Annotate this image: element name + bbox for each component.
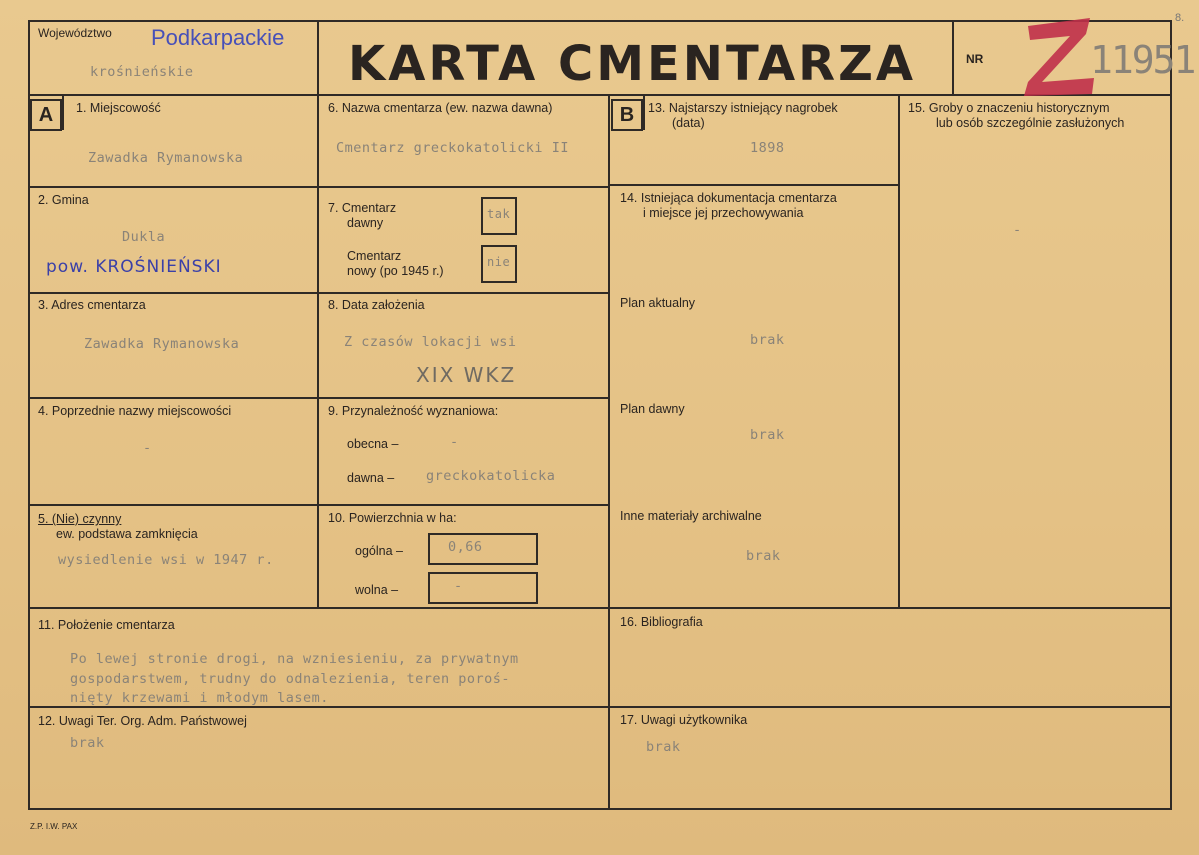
field-10-wolna-label: wolna – (355, 583, 399, 597)
wojewodztwo-typed: krośnieńskie (90, 64, 194, 80)
field-7-dawny-value: tak (487, 207, 511, 221)
field-9-dawna-label: dawna – (347, 471, 395, 485)
field-12-value: brak (70, 735, 105, 751)
field-4-value: - (143, 440, 152, 456)
field-11-value-3: nięty krzewami i młodym lasem. (70, 690, 329, 706)
row-mid-1 (318, 186, 608, 188)
col-divider-3 (898, 94, 900, 608)
corner-mark: 8. (1175, 12, 1185, 24)
field-10-ogolna-value: 0,66 (448, 539, 483, 555)
row-left-2 (28, 292, 318, 294)
plan-dawny-label: Plan dawny (620, 402, 685, 416)
field-2-label: 2. Gmina (38, 193, 89, 207)
plan-aktualny-label: Plan aktualny (620, 296, 696, 310)
field-1-value: Zawadka Rymanowska (88, 150, 244, 166)
section-b-badge: B (611, 99, 643, 131)
frame-right (1170, 20, 1172, 810)
plan-aktualny-value: brak (750, 332, 785, 348)
field-8-handwritten: XIX WKZ (416, 363, 517, 387)
header-divider-1 (317, 20, 319, 96)
field-6-label: 6. Nazwa cmentarza (ew. nazwa dawna) (328, 101, 553, 115)
plan-dawny-value: brak (750, 427, 785, 443)
nr-number: 11951 (1090, 38, 1195, 82)
header-bottom (28, 94, 1172, 96)
field-2-handwritten: pow. KROŚNIEŃSKI (46, 257, 222, 277)
field-13-label-1: 13. Najstarszy istniejący nagrobek (648, 101, 838, 115)
row-left-4 (28, 504, 318, 506)
nr-label: NR (966, 52, 984, 66)
row-mid-2 (318, 292, 608, 294)
field-9-obecna-label: obecna – (347, 437, 399, 451)
field-13-label-2: (data) (672, 116, 705, 130)
field-15-label-2: lub osób szczególnie zasłużonych (936, 116, 1125, 130)
field-10-label: 10. Powierzchnia w ha: (328, 511, 457, 525)
field-10-wolna-value: - (454, 578, 463, 594)
field-11-label: 11. Położenie cmentarza (38, 618, 175, 632)
row-b-1 (609, 184, 899, 186)
inne-materialy-label: Inne materiały archiwalne (620, 509, 762, 523)
row-bottom-2 (28, 706, 1172, 708)
field-3-value: Zawadka Rymanowska (84, 336, 240, 352)
col-divider-2 (608, 94, 610, 808)
field-17-value: brak (646, 739, 681, 755)
field-4-label: 4. Poprzednie nazwy miejscowości (38, 404, 232, 418)
col-divider-1 (317, 94, 319, 608)
wojewodztwo-stamp: Podkarpackie (151, 25, 285, 50)
row-mid-3 (318, 397, 608, 399)
wojewodztwo-label: Województwo (38, 26, 112, 40)
field-7-dawny-label-2: dawny (347, 216, 384, 230)
row-left-1 (28, 186, 318, 188)
field-7-nowy-label-2: nowy (po 1945 r.) (347, 264, 444, 278)
row-bottom-1 (28, 607, 1172, 609)
field-1-label: 1. Miejscowość (76, 101, 161, 115)
frame-bottom (28, 808, 1172, 810)
field-15-value: - (1013, 222, 1022, 238)
section-a-divider (62, 96, 64, 130)
field-13-value: 1898 (750, 140, 785, 156)
red-z-mark (1020, 12, 1100, 97)
field-16-label: 16. Bibliografia (620, 615, 703, 629)
field-5-label-1: 5. (Nie) czynny (38, 512, 122, 526)
field-12-label: 12. Uwagi Ter. Org. Adm. Państwowej (38, 714, 247, 728)
field-10-wolna-box (428, 572, 538, 604)
field-14-label-2: i miejsce jej przechowywania (643, 206, 804, 220)
field-7-nowy-value: nie (487, 255, 511, 269)
field-11-value-2: gospodarstwem, trudny do odnalezienia, teren poroś- (70, 671, 511, 687)
frame-top (28, 20, 1172, 22)
field-8-value: Z czasów lokacji wsi (344, 334, 517, 350)
field-5-label-2: ew. podstawa zamknięcia (56, 527, 198, 541)
field-9-label: 9. Przynależność wyznaniowa: (328, 404, 499, 418)
row-mid-4 (318, 504, 608, 506)
field-9-obecna-value: - (450, 434, 459, 450)
field-6-value: Cmentarz greckokatolicki II (336, 140, 569, 156)
section-a-badge: A (30, 99, 62, 131)
field-5-value: wysiedlenie wsi w 1947 r. (58, 552, 274, 568)
field-7-nowy-label-1: Cmentarz (347, 249, 402, 263)
row-left-3 (28, 397, 318, 399)
footer-imprint: Z.P. I.W. PAX (30, 822, 78, 831)
section-b-divider (643, 96, 645, 130)
field-3-label: 3. Adres cmentarza (38, 298, 146, 312)
field-15-label-1: 15. Groby o znaczeniu historycznym (908, 101, 1110, 115)
field-9-dawna-value: greckokatolicka (426, 468, 556, 484)
field-2-value: Dukla (122, 229, 166, 245)
frame-left (28, 20, 30, 810)
field-17-label: 17. Uwagi użytkownika (620, 713, 748, 727)
header-divider-2 (952, 20, 954, 96)
field-14-label-1: 14. Istniejąca dokumentacja cmentarza (620, 191, 837, 205)
inne-materialy-value: brak (746, 548, 781, 564)
field-11-value-1: Po lewej stronie drogi, na wzniesieniu, za prywatnym (70, 651, 519, 667)
page-title: KARTA CMENTARZA (348, 36, 917, 92)
field-8-label: 8. Data założenia (328, 298, 425, 312)
field-10-ogolna-label: ogólna – (355, 544, 403, 558)
field-10-ogolna-box (428, 533, 538, 565)
field-7-dawny-label-1: 7. Cmentarz (328, 201, 397, 215)
